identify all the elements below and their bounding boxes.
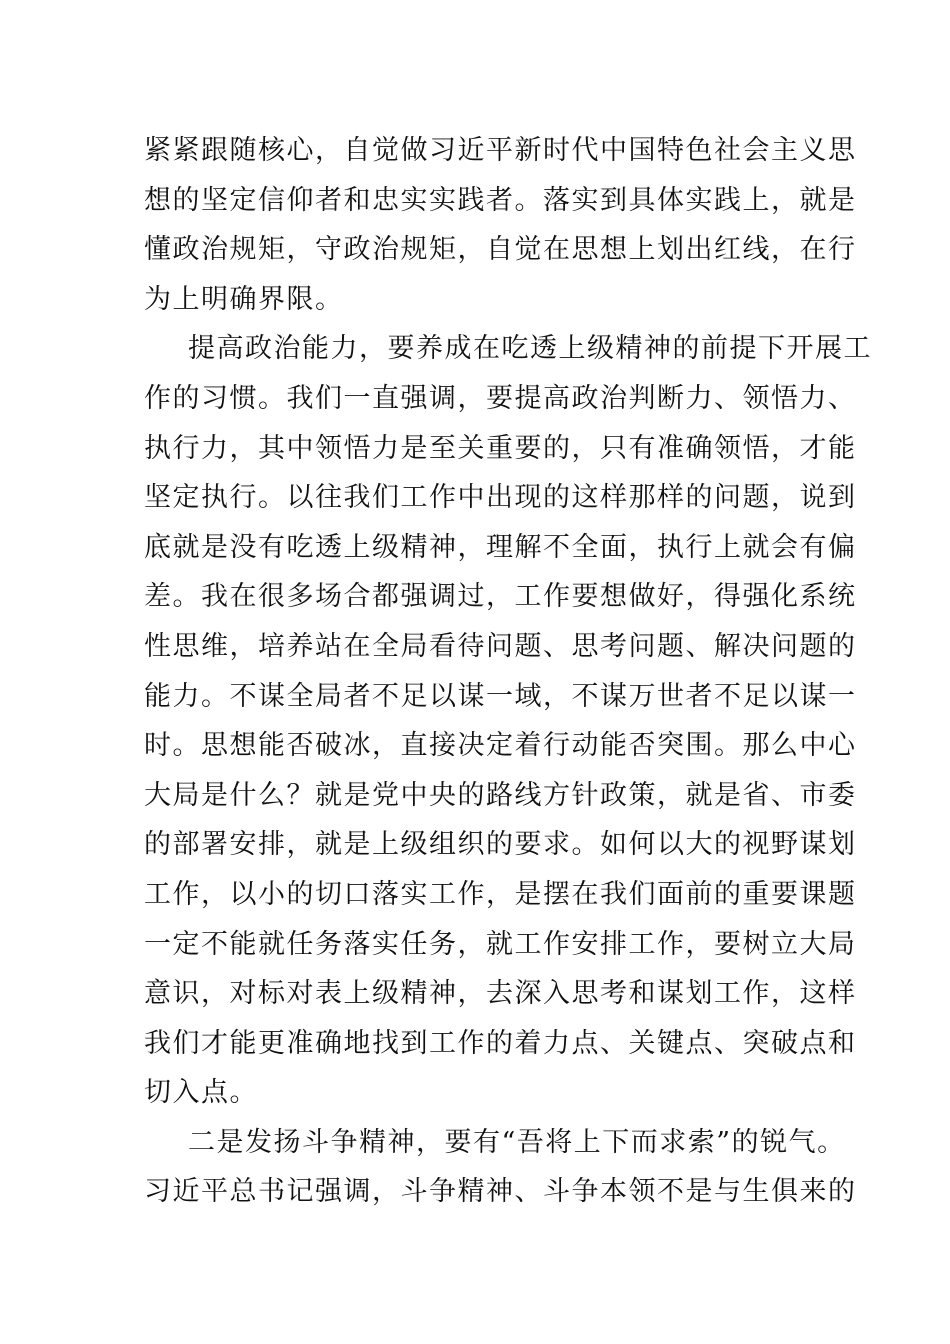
text-line: 作的习惯。我们一直强调，要提高政治判断力、领悟力、 (144, 382, 857, 414)
text-line: 坚定执行。以往我们工作中出现的这样那样的问题，说到 (144, 482, 857, 514)
paragraph-first-line: 二是发扬斗争精神，要有“吾将上下而求索”的锐气。 (188, 1126, 846, 1158)
text-line: 差。我在很多场合都强调过，工作要想做好，得强化系统 (144, 581, 857, 613)
text-line: 底就是没有吃透上级精神，理解不全面，执行上就会有偏 (144, 531, 857, 563)
text-line: 能力。不谋全局者不足以谋一域，不谋万世者不足以谋一 (144, 680, 857, 712)
text-line: 性思维，培养站在全局看待问题、思考问题、解决问题的 (144, 630, 857, 662)
text-line: 执行力，其中领悟力是至关重要的，只有准确领悟，才能 (144, 432, 857, 464)
text-line: 为上明确界限。 (144, 283, 344, 315)
body-text (144, 126, 872, 1217)
text-line: 我们才能更准确地找到工作的着力点、关键点、突破点和 (144, 1027, 857, 1059)
text-line: 的部署安排，就是上级组织的要求。如何以大的视野谋划 (144, 829, 857, 861)
text-line: 意识，对标对表上级精神，去深入思考和谋划工作，这样 (144, 978, 857, 1010)
text-line: 想的坚定信仰者和忠实实践者。落实到具体实践上，就是 (144, 184, 857, 216)
text-line: 懂政治规矩，守政治规矩，自觉在思想上划出红线，在行 (144, 234, 857, 266)
text-line: 紧紧跟随核心，自觉做习近平新时代中国特色社会主义思 (144, 135, 857, 166)
text-line: 大局是什么？就是党中央的路线方针政策，就是省、市委 (144, 779, 857, 811)
text-line: 一定不能就任务落实任务，就工作安排工作，要树立大局 (144, 928, 857, 960)
paragraph-first-line: 提高政治能力，要养成在吃透上级精神的前提下开展工 (188, 333, 872, 365)
text-line: 切入点。 (144, 1077, 258, 1109)
text-line: 时。思想能否破冰，直接决定着行动能否突围。那么中心 (144, 730, 857, 762)
text-line: 习近平总书记强调，斗争精神、斗争本领不是与生俱来的 (144, 1176, 857, 1208)
text-line: 工作，以小的切口落实工作，是摆在我们面前的重要课题 (144, 878, 857, 910)
